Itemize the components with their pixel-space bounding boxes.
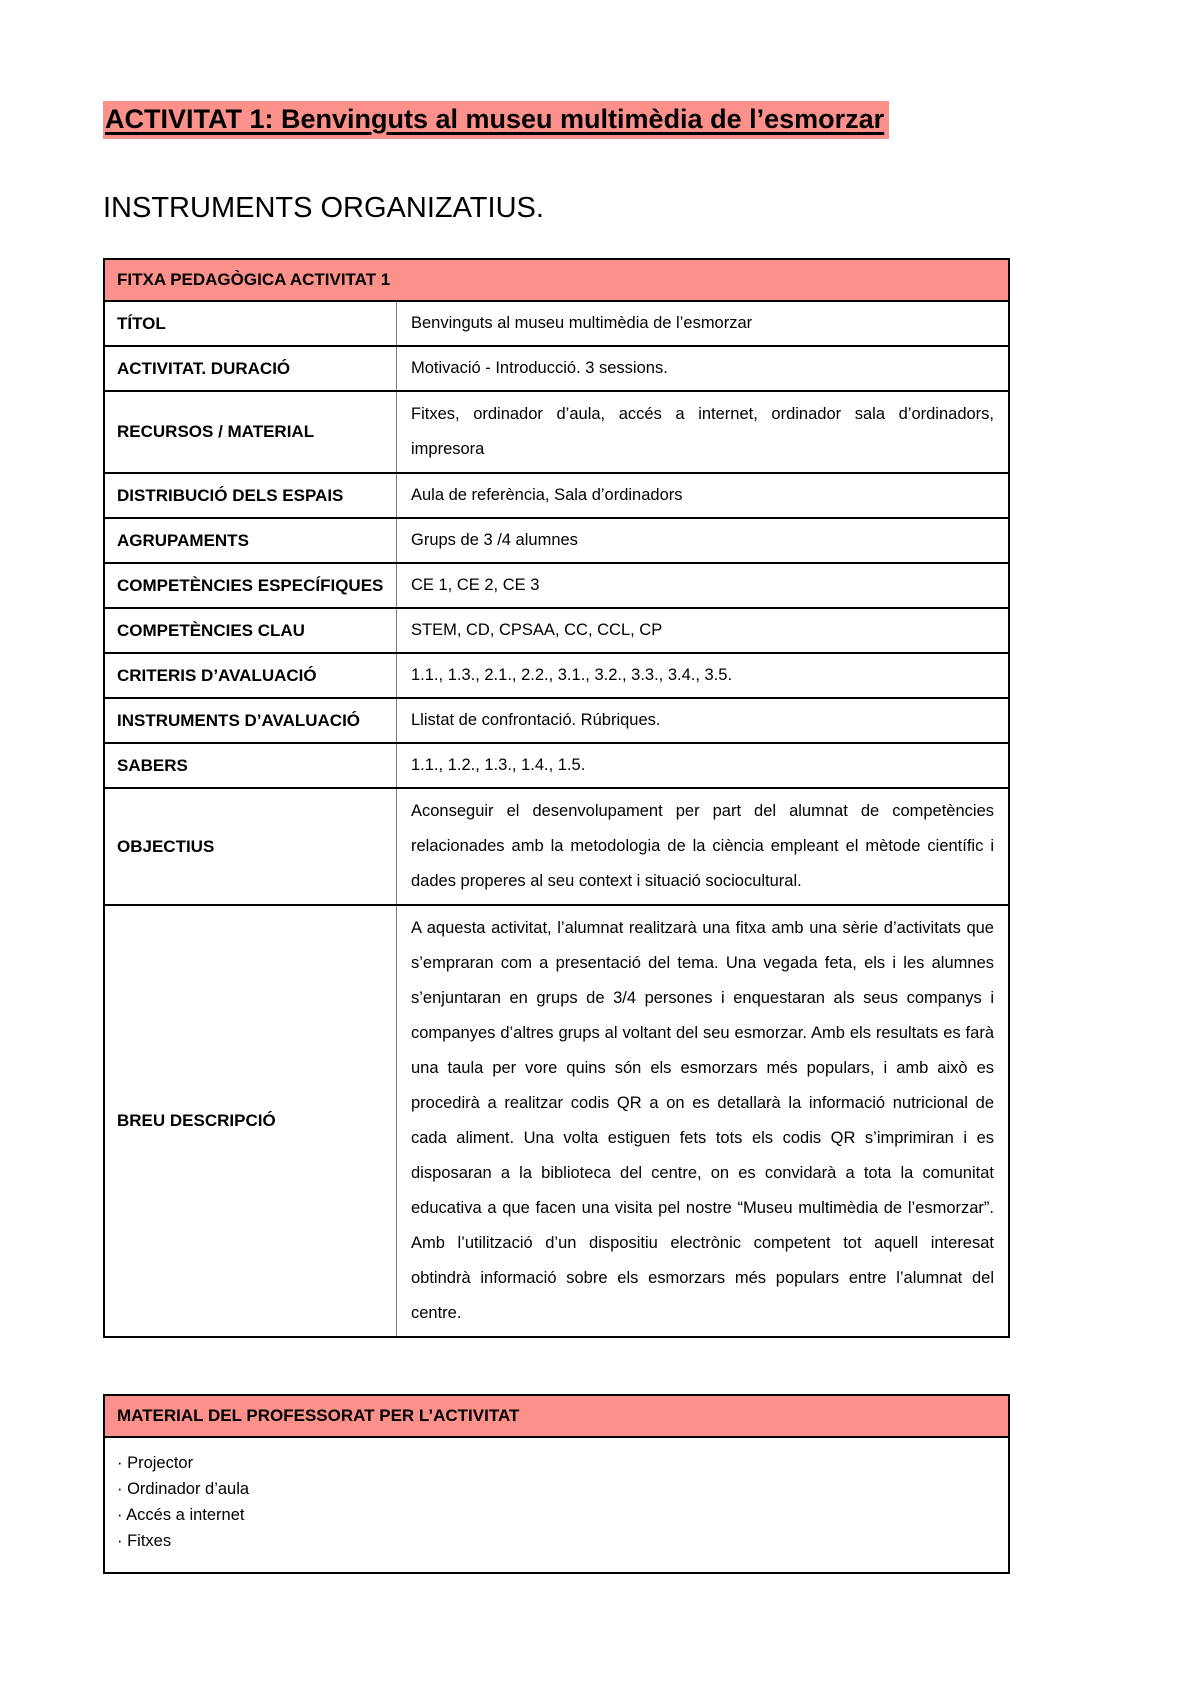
row-label-text: SABERS — [117, 755, 188, 775]
table-row-criteris — [105, 654, 1008, 699]
row-value — [397, 609, 1008, 652]
row-value-text: Motivació - Introducció. 3 sessions. — [411, 359, 668, 378]
row-value-text: Llistat de confrontació. Rúbriques. — [411, 711, 661, 730]
row-label — [105, 906, 397, 1336]
row-label-text: BREU DESCRIPCIÓ — [117, 1111, 276, 1131]
table-row-objectius — [105, 789, 1008, 906]
row-value-text: CE 1, CE 2, CE 3 — [411, 576, 540, 595]
table-row-duracio — [105, 347, 1008, 392]
table-row-agrupaments — [105, 519, 1008, 564]
list-item: · Fitxes — [117, 1532, 172, 1551]
row-value: A aquesta activitat, l’alumnat realitzarà una fitxa amb una sèrie d’activitats que s’empraran com a presentació del tema. Una vegada feta, els i les alumnes s’enjuntaran en grups de 3/4 persones i enquestaran als seus companys i companyes d’altres grups al voltant del seu esmorzar. Amb els resultats es farà una taula per vore quins són els esmorzars més populars, i amb això es procedirà a realitzar codis QR a on es detallarà la informació nutricional de cada aliment. Una volta estiguen fets tots els codis QR s’imprimiran i es disposaran a la biblioteca del centre, on es convidarà a tota la comunitat educativa a que facen una visita pel nostre “Museu multimèdia de l’esmorzar”. Amb l’utilització d’un dispositiu electrònic competent tot aquell interesat obtindrà informació sobre els esmorzars més populars entre l’alumnat del centre. — [411, 919, 994, 1323]
row-value: Aconseguir el desenvolupament per part del alumnat de competències relacionades amb la metodologia de la ciència empleant el mètode científic i dades properes al seu context i situació sociocultural. — [411, 802, 994, 891]
row-label-text: TÍTOL — [117, 313, 166, 333]
page-title — [103, 0, 1010, 135]
row-label — [105, 744, 397, 787]
materials-list — [105, 1438, 1008, 1572]
list-item: · Accés a internet — [117, 1506, 245, 1525]
row-label — [105, 609, 397, 652]
row-value-text: STEM, CD, CPSAA, CC, CCL, CP — [411, 621, 663, 640]
section-heading: INSTRUMENTS ORGANIZATIUS. — [103, 192, 544, 225]
page-title-highlight: ACTIVITAT 1: Benvinguts al museu multimèdia de l’esmorzar — [103, 101, 889, 139]
list-item: · Ordinador d’aula — [117, 1480, 250, 1499]
row-label — [105, 392, 397, 472]
pedagogical-table — [103, 258, 1010, 1338]
table-row-instruments — [105, 699, 1008, 744]
table-row-distribucio — [105, 474, 1008, 519]
materials-table-header: MATERIAL DEL PROFESSORAT PER L’ACTIVITAT — [105, 1396, 1008, 1438]
row-value — [397, 699, 1008, 742]
row-label-text: COMPETÈNCIES CLAU — [117, 620, 305, 640]
row-value: Fitxes, ordinador d’aula, accés a internet, ordinador sala d’ordinadors, impresora — [411, 405, 994, 459]
row-value — [397, 564, 1008, 607]
row-label-text: INSTRUMENTS D’AVALUACIÓ — [117, 710, 361, 730]
row-label — [105, 564, 397, 607]
list-item: · Projector — [117, 1454, 194, 1473]
row-label-text: OBJECTIUS — [117, 836, 215, 856]
page-content — [103, 0, 1010, 1574]
pedagogical-table-header: FITXA PEDAGÒGICA ACTIVITAT 1 — [105, 260, 1008, 302]
table-row-sabers — [105, 744, 1008, 789]
table-row-competencies-especifiques — [105, 564, 1008, 609]
row-label-text: CRITERIS D’AVALUACIÓ — [117, 665, 317, 685]
table-row-competencies-clau — [105, 609, 1008, 654]
table-row-recursos — [105, 392, 1008, 474]
row-label-text: DISTRIBUCIÓ DELS ESPAIS — [117, 485, 344, 505]
row-value-text: Benvinguts al museu multimèdia de l’esmorzar — [411, 314, 753, 333]
table-row-breu-descripcio — [105, 906, 1008, 1336]
row-value-text: Aula de referència, Sala d’ordinadors — [411, 486, 683, 505]
row-value — [397, 654, 1008, 697]
row-label — [105, 519, 397, 562]
row-label — [105, 654, 397, 697]
row-label-text: AGRUPAMENTS — [117, 530, 249, 550]
row-label — [105, 474, 397, 517]
row-value — [397, 474, 1008, 517]
row-label-text: RECURSOS / MATERIAL — [117, 422, 315, 442]
row-label — [105, 789, 397, 904]
row-label-text: COMPETÈNCIES ESPECÍFIQUES — [117, 575, 384, 595]
row-label — [105, 302, 397, 345]
materials-table — [103, 1394, 1010, 1574]
row-label — [105, 699, 397, 742]
row-value — [397, 519, 1008, 562]
row-label-text: ACTIVITAT. DURACIÓ — [117, 358, 291, 378]
row-value — [397, 347, 1008, 390]
row-value — [397, 744, 1008, 787]
row-value-text: 1.1., 1.3., 2.1., 2.2., 3.1., 3.2., 3.3., 3.4., 3.5. — [411, 666, 733, 685]
row-value — [397, 302, 1008, 345]
table-row-titol — [105, 302, 1008, 347]
row-value-text: 1.1., 1.2., 1.3., 1.4., 1.5. — [411, 756, 586, 775]
row-value-text: Grups de 3 /4 alumnes — [411, 531, 578, 550]
row-label — [105, 347, 397, 390]
